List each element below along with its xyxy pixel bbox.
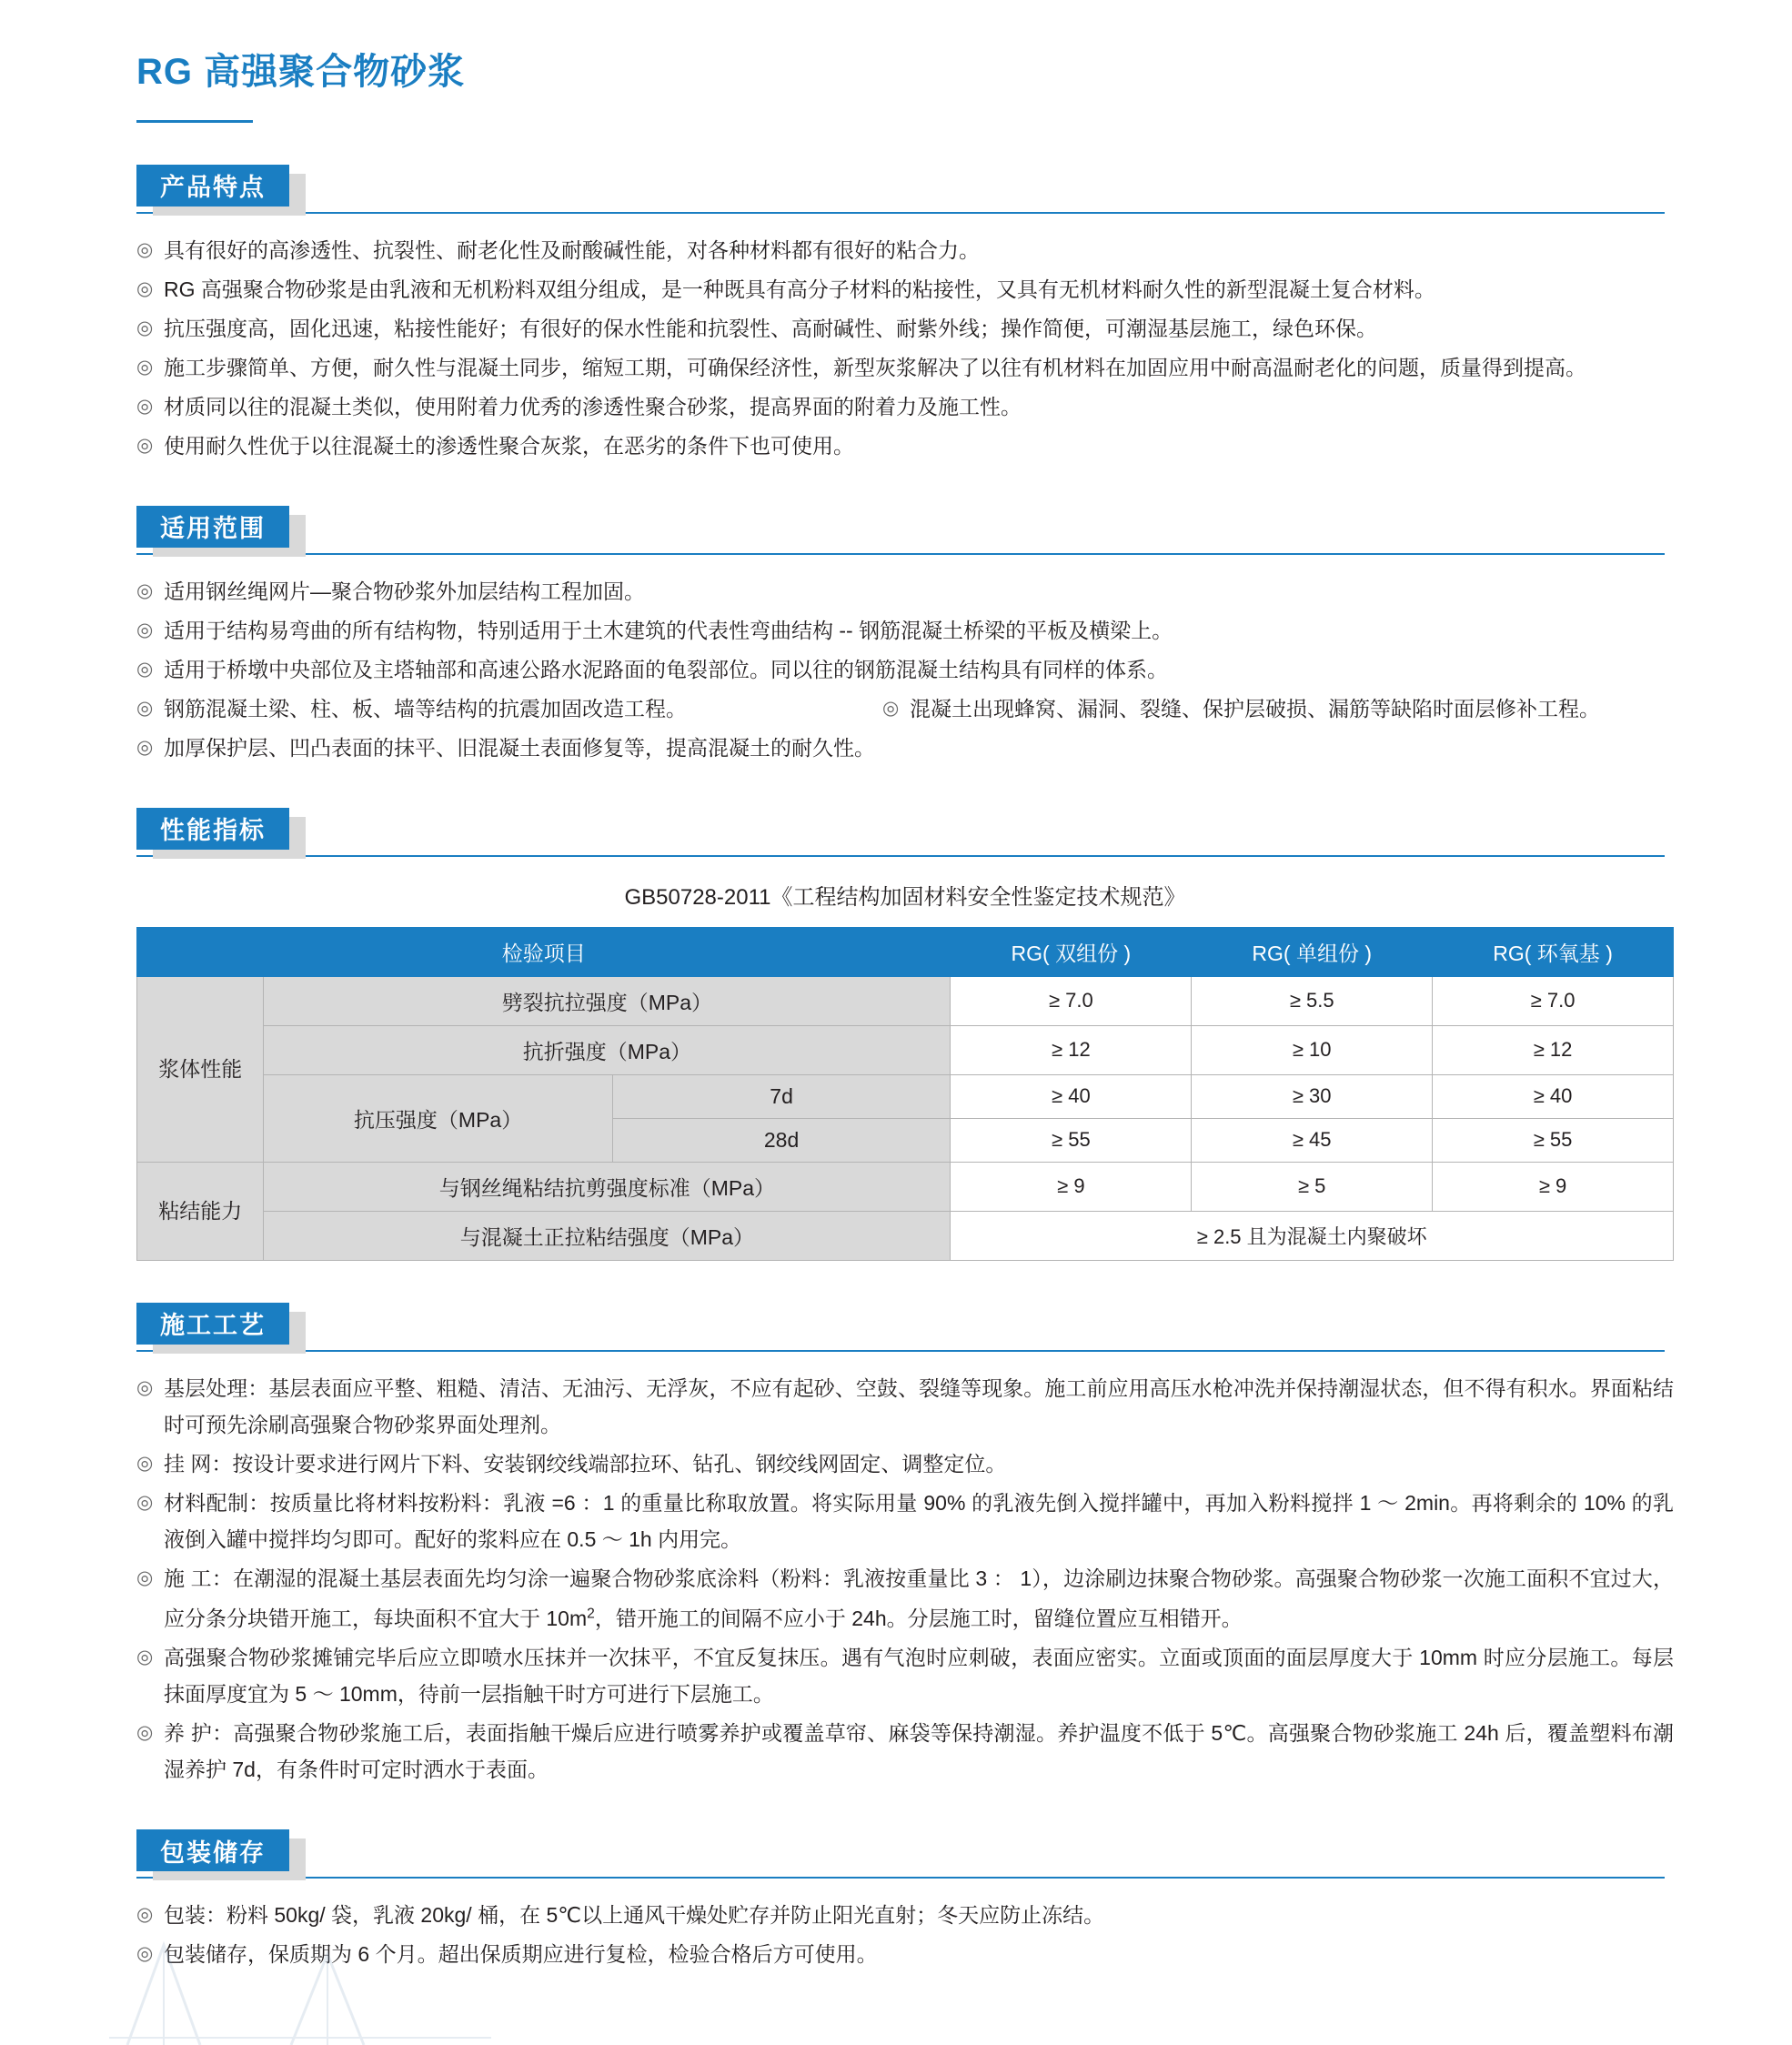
row-value-epoxy: ≥ 9 [1433,1162,1674,1211]
bullet-icon: ◎ [136,434,154,456]
bullet-icon: ◎ [136,1376,154,1398]
section-tag-label: 适用范围 [136,506,289,548]
row-value-dual: ≥ 40 [951,1074,1192,1118]
list-item [136,612,1674,649]
section-tag-label: 包装储存 [136,1829,289,1871]
section-rule [136,553,1665,555]
list-item-text: 具有很好的高渗透性、抗裂性、耐老化性及耐酸碱性能，对各种材料都有很好的粘合力。 [164,237,980,262]
section-tag-label: 性能指标 [136,808,289,850]
bullet-icon: ◎ [136,736,154,758]
bullet-icon: ◎ [136,1566,154,1588]
section-rule [136,1877,1665,1879]
list-item-text: 适用于桥墩中央部位及主塔轴部和高速公路水泥路面的龟裂部位。同以往的钢筋混凝土结构具有同样的体系。 [164,657,1168,681]
bullet-icon: ◎ [136,1722,154,1744]
row-label: 抗折强度（MPa） [264,1025,951,1074]
row-sublabel-28d: 28d [612,1118,951,1162]
list-item [136,1446,1674,1482]
row-value-dual: ≥ 12 [951,1025,1192,1074]
row-value-dual: ≥ 55 [951,1118,1192,1162]
section-header-product-features [136,165,1665,207]
list-item-text: 施工步骤简单、方便，耐久性与混凝土同步，缩短工期，可确保经济性，新型灰浆解决了以往有机材料在加固应用中耐高温耐老化的问题，质量得到提高。 [164,355,1586,379]
row-value-single: ≥ 45 [1192,1118,1433,1162]
row-value-dual: ≥ 7.0 [951,976,1192,1025]
section-rule [136,1350,1665,1352]
list-item-text: 施 工：在潮湿的混凝土基层表面先均匀涂一遍聚合物砂浆底涂料（粉料：乳液按重量比 3 ： 1），边涂刷边抹聚合物砂浆。高强聚合物砂浆一次施工面积不宜过大，应分条分块错开施工，每块面积不宜大于 $10m^2$，错开施工的间隔不应小于 24h。分层施工时，留缝位置应互相错开。 [164,1566,1674,1631]
bullet-icon: ◎ [136,277,154,299]
table-caption: GB50728-2011《工程结构加固材料安全性鉴定技术规范》 [624,884,1186,910]
bullet-icon: ◎ [136,356,154,378]
bullet-icon: ◎ [882,697,900,719]
table-header-epoxy: RG( 环氧基 ) [1433,927,1674,976]
row-value-single: ≥ 5.5 [1192,976,1433,1025]
list-item-text: 包装储存，保质期为 6 个月。超出保质期应进行复检，检验合格后方可使用。 [164,1942,878,1967]
table-header-single: RG( 单组份 ) [1192,927,1433,976]
list-item-text: 适用于结构易弯曲的所有结构物，特别适用于土木建筑的代表性弯曲结构 -- 钢筋混凝土桥梁的平板及横梁上。 [164,618,1173,642]
title-underline [136,120,253,123]
section-tag-label: 产品特点 [136,165,289,207]
section-header-construction [136,1303,1665,1345]
row-group-label-bond: 粘结能力 [137,1162,264,1260]
document-page [0,25,1792,2045]
list-item [136,1936,1674,1972]
bullet-icon: ◎ [136,395,154,417]
table-header-item: 检验项目 [137,927,951,976]
bullet-icon: ◎ [136,619,154,640]
bullet-icon: ◎ [136,1904,154,1926]
bullet-icon: ◎ [136,1647,154,1668]
table-row [137,1025,1674,1074]
bullet-icon: ◎ [136,317,154,338]
list-item [136,232,1674,268]
row-value-single: ≥ 5 [1192,1162,1433,1211]
list-item [136,1485,1674,1557]
list-item-text: 加厚保护层、凹凸表面的抹平、旧混凝土表面修复等，提高混凝土的耐久性。 [164,735,875,760]
row-label-compressive: 抗压强度（MPa） [264,1074,612,1162]
list-item [136,1715,1674,1788]
list-item [136,271,1674,307]
table-row [137,1074,1674,1118]
list-item [136,428,1674,464]
table-head [137,927,1674,976]
list-item-text: 养 护：高强聚合物砂浆施工后，表面指触干燥后应进行喷雾养护或覆盖草帘、麻袋等保持潮湿。养护温度不低于 5℃。高强聚合物砂浆施工 24h 后，覆盖塑料布潮湿养护 7d，有条件时可定时洒水于表面。 [164,1721,1674,1782]
section-header-application-scope [136,506,1665,548]
list-item [136,573,1674,609]
row-value-epoxy: ≥ 7.0 [1433,976,1674,1025]
construction-process-list [136,1370,1674,1788]
list-item [136,310,1674,347]
list-item [136,388,1674,425]
table-row [137,1162,1674,1211]
row-sublabel-7d: 7d [612,1074,951,1118]
list-item [136,651,1674,688]
section-tag-label: 施工工艺 [136,1303,289,1345]
row-value-epoxy: ≥ 55 [1433,1118,1674,1162]
list-item-text: 适用钢丝绳网片—聚合物砂浆外加层结构工程加固。 [164,579,645,603]
section-header-packaging [136,1829,1665,1871]
table-row [137,1211,1674,1260]
bullet-icon: ◎ [136,1491,154,1513]
row-label: 劈裂抗拉强度（MPa） [264,976,951,1025]
list-item [136,349,1674,386]
list-item-text-right: 混凝土出现蜂窝、漏洞、裂缝、保护层破损、漏筋等缺陷时面层修补工程。 [910,696,1600,720]
list-item [136,1370,1674,1443]
list-item-text-left: 钢筋混凝土梁、柱、板、墙等结构的抗震加固改造工程。 [164,696,687,720]
row-label: 与混凝土正拉粘结强度（MPa） [264,1211,951,1260]
bullet-icon: ◎ [136,658,154,680]
bullet-icon: ◎ [136,1943,154,1965]
bullet-icon: ◎ [136,697,154,719]
list-item-text: 使用耐久性优于以往混凝土的渗透性聚合灰浆，在恶劣的条件下也可使用。 [164,433,854,458]
section-header-performance [136,808,1665,850]
section-rule [136,212,1665,214]
table-row [137,976,1674,1025]
row-label: 与钢丝绳粘结抗剪强度标准（MPa） [264,1162,951,1211]
product-features-list [136,232,1674,464]
list-item-text: 材质同以往的混凝土类似，使用附着力优秀的渗透性聚合砂浆，提高界面的附着力及施工性。 [164,394,1022,418]
table-body [137,976,1674,1260]
row-value-epoxy: ≥ 12 [1433,1025,1674,1074]
performance-table [136,927,1674,1261]
list-item-text: 基层处理：基层表面应平整、粗糙、清洁、无油污、无浮灰，不应有起砂、空鼓、裂缝等现象。施工前应用高压水枪冲洗并保持潮湿状态，但不得有积水。界面粘结时可预先涂刷高强聚合物砂浆界面处理剂。 [164,1375,1674,1436]
list-item-text: RG 高强聚合物砂浆是由乳液和无机粉料双组分组成，是一种既具有高分子材料的粘接性，又具有无机材料耐久性的新型混凝土复合材料。 [164,277,1435,301]
list-item-text: 抗压强度高，固化迅速，粘接性能好；有很好的保水性能和抗裂性、高耐碱性、耐紫外线；操作简便，可潮湿基层施工，绿色环保。 [164,316,1377,340]
row-value-merged: ≥ 2.5 且为混凝土内聚破坏 [951,1211,1674,1260]
list-item [136,1897,1674,1933]
list-item-text: 材料配制：按质量比将材料按粉料：乳液 =6 ：1 的重量比称取放置。将实际用量 90% 的乳液先倒入搅拌罐中，再加入粉料搅拌 1 ～ 2min。再将剩余的 10% 的乳液倒入罐中搅拌均匀即可。配好的浆料应在 0.5 ～ 1h 内用完。 [164,1490,1674,1551]
section-rule [136,855,1665,857]
list-item [136,1639,1674,1712]
row-group-label-slurry: 浆体性能 [137,976,264,1162]
list-item-right [882,690,1674,727]
application-scope-list [136,573,1674,766]
bullet-icon: ◎ [136,579,154,601]
list-item-text: 包装：粉料 50kg/ 袋，乳液 20kg/ 桶，在 5℃以上通风干燥处贮存并防止阳光直射；冬天应防止冻结。 [164,1903,1105,1928]
row-value-single: ≥ 30 [1192,1074,1433,1118]
packaging-storage-list [136,1897,1674,1972]
page-title: RG 高强聚合物砂浆 [136,51,466,92]
row-value-single: ≥ 10 [1192,1025,1433,1074]
table-header-row [137,927,1674,976]
list-item [136,1560,1674,1637]
table-header-dual: RG( 双组份 ) [951,927,1192,976]
list-item-text: 高强聚合物砂浆摊铺完毕后应立即喷水压抹并一次抹平，不宜反复抹压。遇有气泡时应刺破，表面应密实。立面或顶面的面层厚度大于 10mm 时应分层施工。每层抹面厚度宜为 5 ～ 10mm，待前一层指触干时方可进行下层施工。 [164,1646,1674,1707]
row-value-epoxy: ≥ 40 [1433,1074,1674,1118]
row-value-dual: ≥ 9 [951,1162,1192,1211]
list-item [136,730,1674,766]
bullet-icon: ◎ [136,238,154,260]
list-item-two-column [136,690,1674,727]
bullet-icon: ◎ [136,1452,154,1474]
list-item-text: 挂 网：按设计要求进行网片下料、安装钢绞线端部拉环、钻孔、钢绞线网固定、调整定位。 [164,1451,1007,1476]
